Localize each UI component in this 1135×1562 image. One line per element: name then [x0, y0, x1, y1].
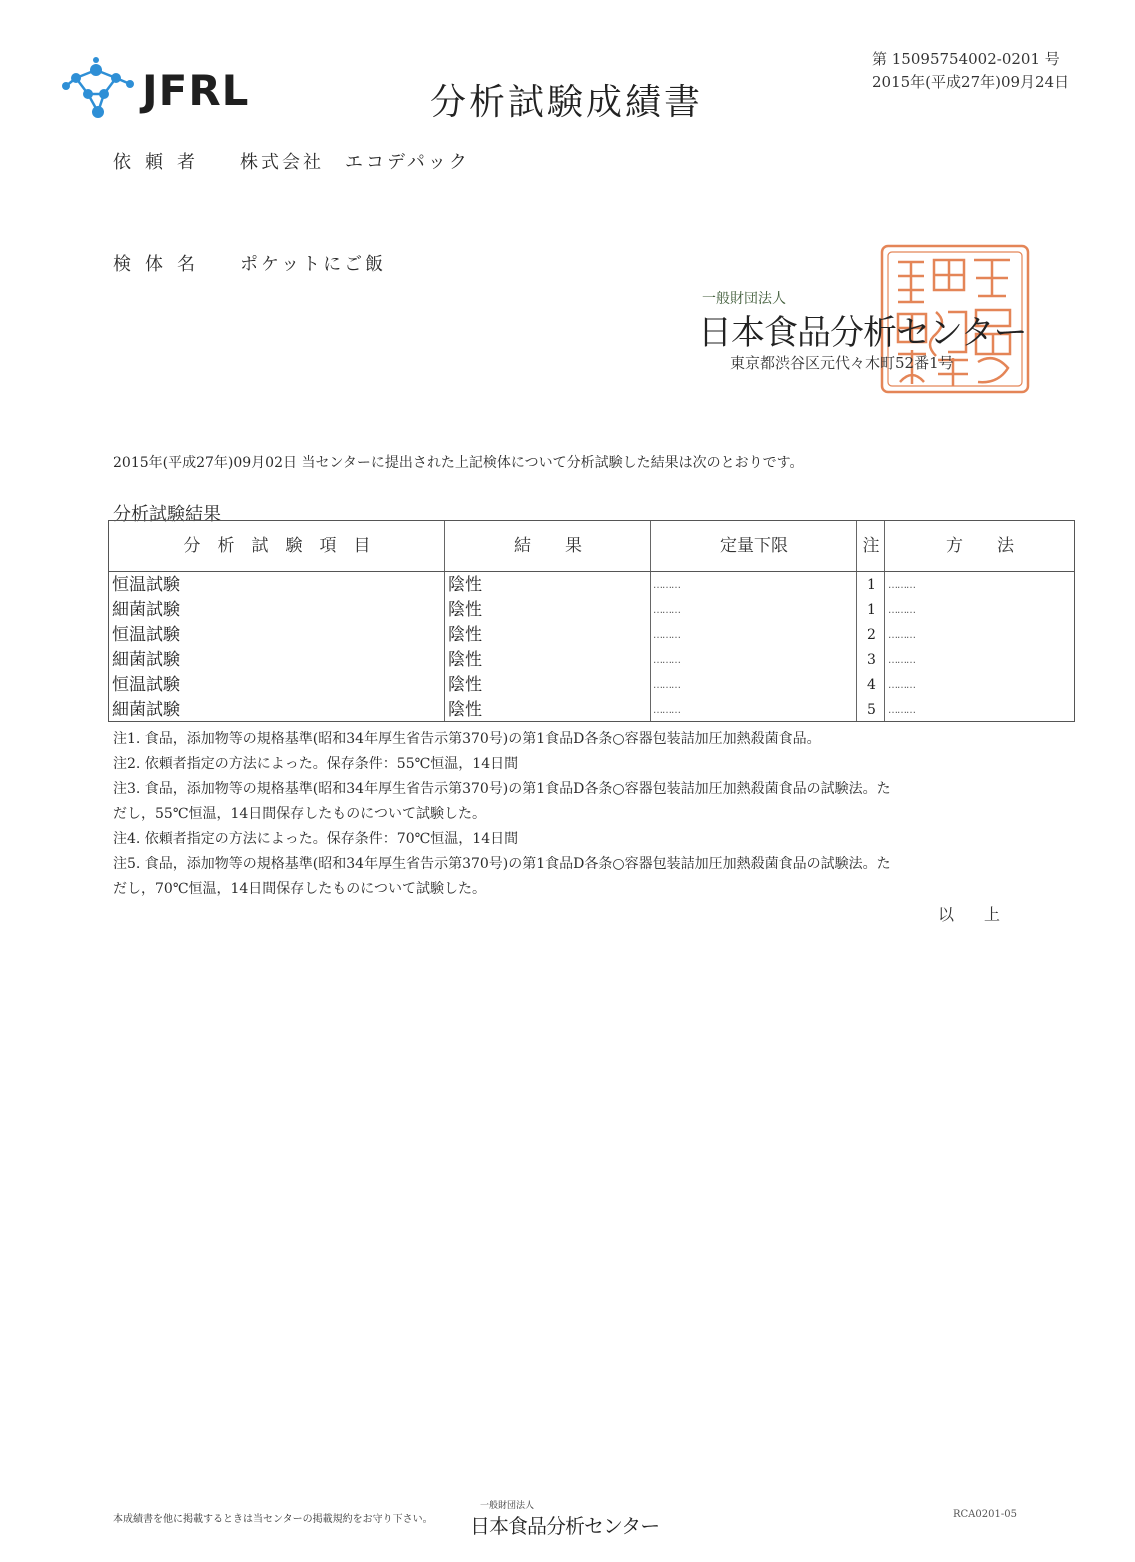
org-subtitle: 一般財団法人: [702, 291, 786, 307]
footer-org-subtitle: 一般財団法人: [480, 1501, 535, 1511]
footer-org-name: 日本食品分析センター: [470, 1514, 660, 1538]
org-name: 日本食品分析センター: [698, 313, 1027, 353]
table-row: [109, 648, 1074, 673]
item-cell: 細菌試験: [112, 600, 180, 620]
document-number: 第 15095754002-0201 号: [872, 50, 1060, 68]
note-cell: 4: [867, 677, 876, 693]
item-cell: 細菌試験: [112, 700, 180, 720]
limit-cell: ………: [653, 705, 680, 716]
method-cell: ………: [888, 580, 915, 591]
sample-value: ポケットにご飯: [240, 254, 387, 275]
note-cell: 2: [867, 627, 876, 643]
limit-cell: ………: [653, 680, 680, 691]
limit-cell: ………: [653, 580, 680, 591]
submission-statement: 2015年(平成27年)09月02日 当センターに提出された上記検体について分析試験した結果は次のとおりです。: [113, 455, 804, 471]
results-table: [108, 520, 1075, 722]
limit-cell: ………: [653, 630, 680, 641]
header-result: 結 果: [514, 536, 582, 556]
note-5: 注5. 食品，添加物等の規格基準(昭和34年厚生省告示第370号)の第1食品D各条○容器包装詰加圧加熱殺菌食品の試験法。た: [113, 856, 891, 872]
table-row: [109, 598, 1074, 623]
table-row: [109, 673, 1074, 698]
result-cell: 陰性: [448, 625, 482, 645]
result-cell: 陰性: [448, 650, 482, 670]
client-label: 依頼者: [113, 152, 209, 173]
note-3-continued: だし，55℃恒温，14日間保存したものについて試験した。: [113, 806, 487, 822]
result-cell: 陰性: [448, 600, 482, 620]
note-cell: 1: [867, 577, 876, 593]
jfrl-logo: [62, 56, 272, 122]
note-5-continued: だし，70℃恒温，14日間保存したものについて試験した。: [113, 881, 487, 897]
method-cell: ………: [888, 655, 915, 666]
header-limit: 定量下限: [720, 536, 788, 556]
note-2: 注2. 依頼者指定の方法によった。保存条件：55℃恒温，14日間: [113, 756, 519, 772]
result-cell: 陰性: [448, 675, 482, 695]
header-note: 注: [862, 536, 880, 556]
note-4: 注4. 依頼者指定の方法によった。保存条件：70℃恒温，14日間: [113, 831, 519, 847]
note-cell: 5: [867, 702, 876, 718]
note-3: 注3. 食品，添加物等の規格基準(昭和34年厚生省告示第370号)の第1食品D各条○容器包装詰加圧加熱殺菌食品の試験法。た: [113, 781, 891, 797]
item-cell: 恒温試験: [112, 675, 180, 695]
note-cell: 1: [867, 602, 876, 618]
org-address: 東京都渋谷区元代々木町52番1号: [730, 354, 954, 372]
limit-cell: ………: [653, 655, 680, 666]
method-cell: ………: [888, 680, 915, 691]
note-1: 注1. 食品，添加物等の規格基準(昭和34年厚生省告示第370号)の第1食品D各条○容器包装詰加圧加熱殺菌食品。: [113, 731, 821, 747]
header-item: 分 析 試 験 項 目: [183, 536, 371, 556]
item-cell: 恒温試験: [112, 575, 180, 595]
form-code: RCA0201-05: [953, 1509, 1017, 1520]
note-cell: 3: [867, 652, 876, 668]
document-date: 2015年(平成27年)09月24日: [872, 73, 1070, 91]
network-logo-icon: [62, 56, 142, 122]
result-cell: 陰性: [448, 700, 482, 720]
header-method: 方 法: [946, 536, 1014, 556]
table-row: [109, 573, 1074, 598]
result-cell: 陰性: [448, 575, 482, 595]
method-cell: ………: [888, 605, 915, 616]
client-value: 株式会社 エコデパック: [240, 152, 470, 173]
limit-cell: ………: [653, 605, 680, 616]
sample-label: 検体名: [113, 254, 209, 275]
results-heading: 分析試験結果: [113, 504, 221, 525]
document-title: 分析試験成績書: [430, 82, 704, 123]
table-row: [109, 698, 1074, 723]
table-row: [109, 623, 1074, 648]
closing-mark: 以上: [938, 905, 1031, 924]
header-divider: [109, 571, 1074, 572]
logo-text: JFRL: [142, 66, 250, 115]
footer-notice: 本成績書を他に掲載するときは当センターの掲載規約をお守り下さい。: [113, 1514, 433, 1525]
method-cell: ………: [888, 705, 915, 716]
item-cell: 恒温試験: [112, 625, 180, 645]
item-cell: 細菌試験: [112, 650, 180, 670]
method-cell: ………: [888, 630, 915, 641]
